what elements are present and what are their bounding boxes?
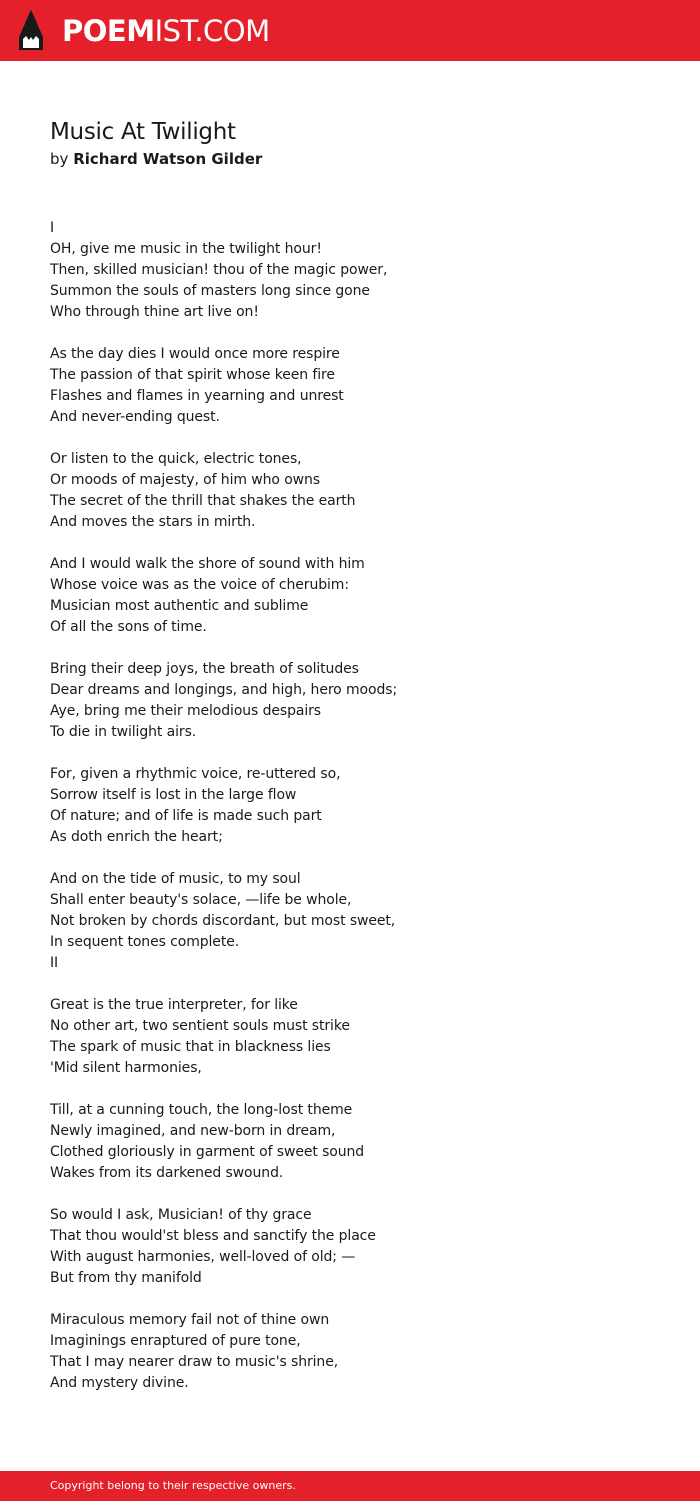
copyright-text: Copyright belong to their respective owners. bbox=[50, 1479, 296, 1492]
poem-line: Musician most authentic and sublime bbox=[50, 598, 309, 614]
poem-line: Newly imagined, and new-born in dream, bbox=[50, 1123, 336, 1139]
stanza bbox=[50, 995, 670, 1079]
poem-line: No other art, two sentient souls must strike bbox=[50, 1018, 350, 1034]
poem-line: Summon the souls of masters long since gone bbox=[50, 283, 370, 299]
stanza-gap bbox=[50, 638, 670, 659]
site-footer bbox=[0, 1471, 700, 1501]
stanza bbox=[50, 869, 670, 974]
stanza bbox=[50, 659, 670, 743]
by-label: by bbox=[50, 150, 69, 168]
poem-line: Whose voice was as the voice of cherubim: bbox=[50, 577, 349, 593]
poem-line: The spark of music that in blackness lies bbox=[50, 1039, 331, 1055]
poem-line: And mystery divine. bbox=[50, 1375, 189, 1391]
poem-line: That I may nearer draw to music's shrine, bbox=[50, 1354, 339, 1370]
author-name: Richard Watson Gilder bbox=[73, 150, 263, 168]
stanza bbox=[50, 1205, 670, 1289]
stanza bbox=[50, 344, 670, 428]
poem-line: I bbox=[50, 220, 55, 236]
poem-line: Of nature; and of life is made such part bbox=[50, 808, 322, 824]
poem-line: With august harmonies, well-loved of old; — bbox=[50, 1249, 356, 1265]
site-logo[interactable] bbox=[62, 13, 270, 49]
poem-line: For, given a rhythmic voice, re-uttered so, bbox=[50, 766, 341, 782]
poem-line: Or listen to the quick, electric tones, bbox=[50, 451, 302, 467]
poem-line: The secret of the thrill that shakes the earth bbox=[50, 493, 356, 509]
poem-line: Great is the true interpreter, for like bbox=[50, 997, 298, 1013]
poem-line: 'Mid silent harmonies, bbox=[50, 1060, 202, 1076]
stanza bbox=[50, 554, 670, 638]
stanza-gap bbox=[50, 1289, 670, 1310]
stanza bbox=[50, 218, 670, 323]
poem-line: Till, at a cunning touch, the long-lost theme bbox=[50, 1102, 353, 1118]
stanza bbox=[50, 449, 670, 533]
page-title: Music At Twilight bbox=[50, 119, 236, 145]
poem-line: Dear dreams and longings, and high, hero moods; bbox=[50, 682, 398, 698]
poem-line: So would I ask, Musician! of thy grace bbox=[50, 1207, 312, 1223]
poem-line: The passion of that spirit whose keen fire bbox=[50, 367, 335, 383]
poem-line: Aye, bring me their melodious despairs bbox=[50, 703, 322, 719]
stanza-gap bbox=[50, 848, 670, 869]
poem-line: Not broken by chords discordant, but most sweet, bbox=[50, 913, 396, 929]
poem-line: And moves the stars in mirth. bbox=[50, 514, 256, 530]
poem-line: Imaginings enraptured of pure tone, bbox=[50, 1333, 301, 1349]
poem-line: OH, give me music in the twilight hour! bbox=[50, 241, 322, 257]
poem-line: And on the tide of music, to my soul bbox=[50, 871, 301, 887]
poem-line: And never-ending quest. bbox=[50, 409, 220, 425]
stanza bbox=[50, 1100, 670, 1184]
poem-line: Sorrow itself is lost in the large flow bbox=[50, 787, 297, 803]
stanza-gap bbox=[50, 743, 670, 764]
poem-line: Or moods of majesty, of him who owns bbox=[50, 472, 320, 488]
poem-line: II bbox=[50, 955, 59, 971]
poem-line: Flashes and flames in yearning and unrest bbox=[50, 388, 344, 404]
poem-body bbox=[50, 218, 670, 1394]
poem-line: Miraculous memory fail not of thine own bbox=[50, 1312, 330, 1328]
poem-line: Clothed gloriously in garment of sweet sound bbox=[50, 1144, 365, 1160]
stanza-gap bbox=[50, 428, 670, 449]
stanza-gap bbox=[50, 974, 670, 995]
stanza-gap bbox=[50, 1184, 670, 1205]
poem-line: That thou would'st bless and sanctify the place bbox=[50, 1228, 376, 1244]
poem-line: Of all the sons of time. bbox=[50, 619, 207, 635]
poem-heading bbox=[50, 116, 670, 170]
byline bbox=[50, 148, 670, 170]
poem-line: And I would walk the shore of sound with him bbox=[50, 556, 365, 572]
logo-light-text: IST.COM bbox=[154, 14, 270, 48]
poem-line: Bring their deep joys, the breath of solitudes bbox=[50, 661, 359, 677]
stanza-gap bbox=[50, 533, 670, 554]
pencil-tip-icon[interactable] bbox=[18, 9, 44, 51]
poem-line: Who through thine art live on! bbox=[50, 304, 259, 320]
site-header bbox=[0, 0, 700, 61]
poem-line: Then, skilled musician! thou of the magic power, bbox=[50, 262, 388, 278]
poem-line: Shall enter beauty's solace, —life be whole, bbox=[50, 892, 352, 908]
stanza bbox=[50, 764, 670, 848]
poem-line: To die in twilight airs. bbox=[50, 724, 197, 740]
poem-line: In sequent tones complete. bbox=[50, 934, 240, 950]
poem-line: But from thy manifold bbox=[50, 1270, 202, 1286]
poem-line: As the day dies I would once more respire bbox=[50, 346, 340, 362]
stanza-gap bbox=[50, 1079, 670, 1100]
logo-bold-text: POEM bbox=[62, 14, 155, 48]
stanza bbox=[50, 1310, 670, 1394]
poem-line: Wakes from its darkened swound. bbox=[50, 1165, 284, 1181]
stanza-gap bbox=[50, 323, 670, 344]
poem-line: As doth enrich the heart; bbox=[50, 829, 223, 845]
